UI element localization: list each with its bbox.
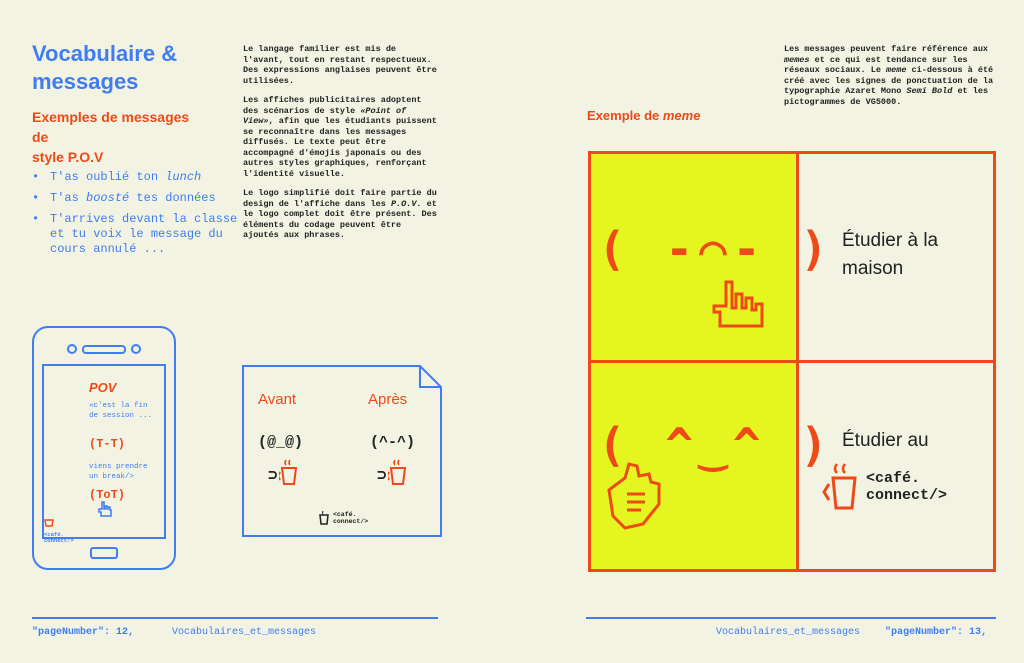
coffee-cup-icon — [44, 518, 54, 527]
phone-sensor-icon — [131, 344, 141, 354]
pixel-hand-icon — [712, 276, 772, 332]
paragraph: Le langage familier est mis de l'avant, tout en restant respectueux. Des expressions anglaises peuvent être utilisées. — [243, 44, 437, 86]
phone-message-2: viens prendre un break/> — [89, 463, 148, 481]
coffee-cup-icon — [279, 458, 299, 486]
section-subtitle: Exemples de messages de style P.O.V — [32, 109, 190, 165]
phone-emoji-2: (ToT) — [89, 488, 126, 502]
after-face: (^-^) — [370, 434, 416, 451]
page-title: Vocabulaire & messages — [32, 41, 178, 94]
meme-example-label: Exemple de meme — [587, 108, 701, 123]
phone-emoji-1: (T-T) — [89, 437, 126, 451]
footer-rule-right — [586, 617, 996, 619]
phone-cafe-connect-logo: <café. connect/> — [44, 514, 84, 544]
list-item: • T'arrives devant la classe et tu voix le message du cours annulé ... — [32, 212, 242, 257]
meme-caption-top: Étudier à la maison — [842, 230, 939, 279]
list-item: • T'as oublié ton lunch — [32, 170, 242, 185]
list-item: • T'as boosté tes données — [32, 191, 242, 206]
meme-caption-bottom: Étudier au — [842, 430, 929, 451]
meme-face-happy: ( ^‿^ ) — [598, 418, 834, 472]
phone-speaker-icon — [82, 345, 126, 354]
footer-rule-left — [32, 617, 438, 619]
before-face: (@_@) — [258, 434, 304, 451]
coffee-cup-icon — [318, 511, 330, 525]
meme-cafe-connect-logo: <café. connect/> — [822, 462, 947, 512]
section-name-right: Vocabulaires_et_messages — [716, 627, 861, 638]
before-hand: ⊃ — [268, 467, 278, 485]
after-label: Après — [368, 391, 408, 408]
coffee-cup-icon — [822, 462, 860, 512]
pixel-hand-icon — [96, 500, 114, 518]
pixel-hand-icon — [603, 460, 663, 530]
body-text-column — [243, 44, 438, 250]
paragraph: Les affiches publicitaires adoptent des scénarios de style «Point of View», afin que les étudiants puissent se reconnaître dans les messages diffusés. Le texte peut être accompagné d'émojis japonais ou des autres styles graphiques, renforçant l'identité visuelle. — [243, 95, 437, 179]
phone-pov-label: POV — [89, 380, 117, 395]
card-cafe-connect-logo: <café. connect/> — [318, 511, 368, 525]
paragraph: Le logo simplifié doit faire partie du design de l'affiche dans les P.O.V. et le logo complet doit être présent. Des éléments du codage peuvent être ajoutés aux phrases. — [243, 188, 437, 240]
meme-intro-text: Les messages peuvent faire référence aux memes et ce qui est tendance sur les réseaux sociaux. Le meme ci-dessous à été créé avec les signes de ponctuation de la typographie Azaret Mono Semi Bold et les pictogrammes de VG5000. — [784, 44, 994, 107]
phone-camera-icon — [67, 344, 77, 354]
phone-home-button — [90, 547, 118, 559]
coffee-cup-icon — [388, 458, 408, 486]
pov-example-list — [32, 170, 242, 263]
page-number-right: "pageNumber": 13, — [885, 627, 988, 638]
meme-face-sad: ( -⌒- ) — [598, 222, 834, 276]
section-name-left: Vocabulaires_et_messages — [172, 627, 317, 638]
after-hand: ⊃ — [377, 467, 387, 485]
page-number-left: "pageNumber": 12, — [32, 627, 135, 638]
phone-message-1: «c'est la fin de session ... — [89, 402, 153, 420]
before-label: Avant — [258, 391, 297, 408]
